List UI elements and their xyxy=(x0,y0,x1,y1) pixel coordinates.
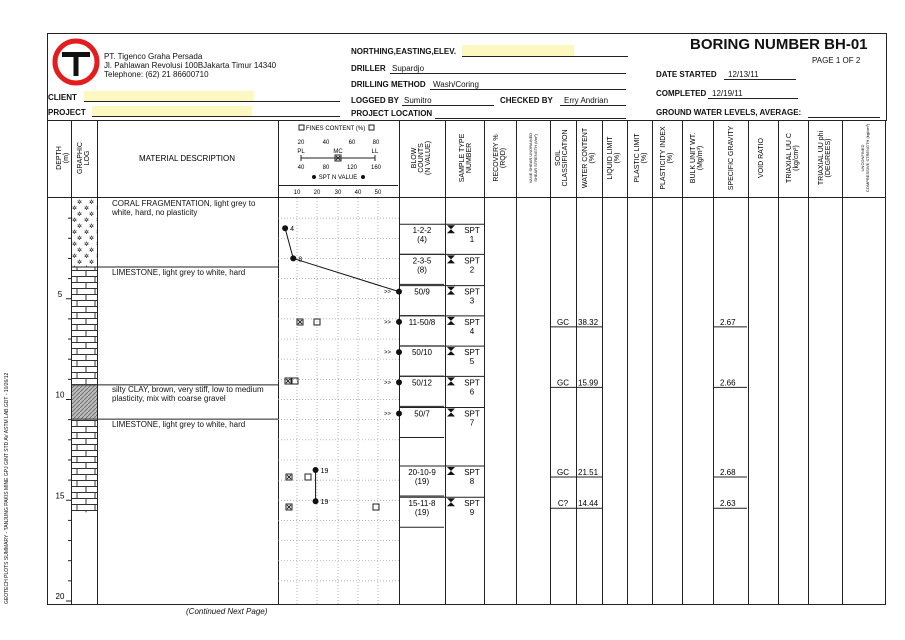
blow-count: 2-3-5 xyxy=(412,256,432,266)
water-content-header: WATER CONTENT(%) xyxy=(582,127,596,189)
n-value: (19) xyxy=(414,508,430,518)
soil-class: GC xyxy=(557,378,569,388)
stratum-description: LIMESTONE, light grey to white, hard xyxy=(112,267,246,277)
sample-type-header: SAMPLE TYPENUMBER xyxy=(459,133,473,183)
column-headers xyxy=(56,123,870,192)
strata-layers xyxy=(71,198,278,512)
spt-tick-10: 10 xyxy=(293,190,301,196)
pl-tick-40: 40 xyxy=(297,165,305,171)
spt-tick-30: 30 xyxy=(334,190,342,196)
sample-type: SPT xyxy=(464,499,480,509)
spt-sampler-icon xyxy=(447,409,455,417)
sample-type: SPT xyxy=(464,287,480,297)
triaxial-uu-c-header: TRIAXIAL UU C(kg/cm²) xyxy=(786,133,800,183)
sample-9 xyxy=(400,497,747,527)
depth-header: DEPTH(m) xyxy=(56,146,70,170)
soil-class: GC xyxy=(557,467,569,477)
mc-marker-9 xyxy=(286,504,292,510)
fines-tick-80: 80 xyxy=(372,140,380,146)
company-address: Jl. Pahlawan Revolusi 100BJakarta Timur 14340 xyxy=(104,61,277,70)
spt-sampler-icon xyxy=(447,225,455,233)
column-lines xyxy=(72,121,843,604)
blow-counts-header: BLOWCOUNTS(N VALUE) xyxy=(411,140,432,176)
fines-tick-60: 60 xyxy=(348,140,356,146)
company-name: PT. Tigenco Graha Persada xyxy=(104,52,203,61)
sample-records xyxy=(400,224,747,527)
sample-5 xyxy=(400,346,484,376)
mc-label: MC xyxy=(333,149,343,155)
logged-by-value: Sumitro xyxy=(404,96,432,105)
completed-label: COMPLETED xyxy=(656,89,707,98)
drilling-method-label: DRILLING METHOD xyxy=(351,80,426,89)
void-ratio-header: VOID RATIO xyxy=(758,138,765,178)
specific-gravity: 2.67 xyxy=(720,317,736,327)
spt-sampler-icon xyxy=(447,287,455,295)
spt-point-label: 8 xyxy=(298,256,303,264)
blow-count: 20-10-9 xyxy=(408,467,436,477)
plastic-limit-header: PLASTIC LIMIT(%) xyxy=(634,133,648,183)
fines-content-label: FINES CONTENT (%) xyxy=(306,126,366,132)
sample-2 xyxy=(400,254,484,284)
sample-number: 3 xyxy=(469,296,475,306)
sample-number: 1 xyxy=(469,235,475,245)
soil-class: GC xyxy=(557,317,569,327)
graphic-log-header: GRAPHICLOG xyxy=(77,142,91,174)
sample-type: SPT xyxy=(464,226,480,236)
fines-legend-square xyxy=(299,125,304,130)
sample-number: 8 xyxy=(469,476,475,486)
sample-number: 6 xyxy=(469,387,475,397)
sample-type: SPT xyxy=(464,317,480,327)
sample-type: SPT xyxy=(464,378,480,388)
spt-point-label: 4 xyxy=(290,226,295,234)
plasticity-index-header: PLASTICITY INDEX(%) xyxy=(660,126,674,190)
water-content: 21.51 xyxy=(578,467,599,477)
depth-label: 15 xyxy=(55,491,65,501)
blow-count: 50/12 xyxy=(411,378,433,388)
ll-label: LL xyxy=(371,149,379,155)
refusal-marker: >> xyxy=(384,319,392,326)
recovery-header: RECOVERY %(RQD) xyxy=(493,134,507,182)
sample-number: 7 xyxy=(469,418,475,428)
specific-gravity-header: SPECIFIC GRAVITY xyxy=(728,125,735,191)
refusal-marker: >> xyxy=(384,380,392,387)
spt-point-6 xyxy=(396,379,402,385)
blow-count: 1-2-2 xyxy=(412,226,432,236)
spt-point-4 xyxy=(396,319,402,325)
graphic-log-limestone xyxy=(72,419,97,513)
pl-tick-120: 120 xyxy=(346,165,358,171)
sample-number: 2 xyxy=(469,265,475,275)
graphic-log-clay xyxy=(72,384,97,418)
completed-value: 12/19/11 xyxy=(712,89,743,98)
fines-legend-square-right xyxy=(369,125,374,130)
spt-point-1 xyxy=(282,225,288,231)
spt-point-5 xyxy=(396,349,402,355)
stratum-description: LIMESTONE, light grey to white, hard xyxy=(112,419,246,429)
n-value: (8) xyxy=(417,265,427,275)
spt-sampler-icon xyxy=(447,467,455,475)
depth-label: 20 xyxy=(55,592,65,601)
spt-point-3 xyxy=(396,289,402,295)
pl-tick-80: 80 xyxy=(322,165,330,171)
sample-6 xyxy=(400,376,747,406)
mc-marker-6 xyxy=(285,378,291,384)
spt-sampler-icon xyxy=(447,255,455,263)
stratum-description: silty CLAY, brown, very stiff, low to medium plasticity, mix with coarse gravel xyxy=(112,385,264,404)
water-content: 14.44 xyxy=(578,499,599,509)
soil-classification-header: SOILCLASSIFICATION xyxy=(555,129,569,187)
project-location-label: PROJECT LOCATION xyxy=(351,109,433,118)
graphic-log-coral xyxy=(72,198,97,267)
project-label: PROJECT xyxy=(48,108,86,117)
sample-type: SPT xyxy=(464,256,480,266)
blow-count: 50/10 xyxy=(411,348,433,358)
sample-4 xyxy=(400,316,747,346)
spt-tick-50: 50 xyxy=(374,190,382,196)
depth-scale xyxy=(56,218,71,601)
spt-sampler-icon xyxy=(447,347,455,355)
spt-sampler-icon xyxy=(447,498,455,506)
sample-type: SPT xyxy=(464,348,480,358)
unconfined-header: UNCONFINEDCOMPRESSIVE STRENGTH (kg/cm²) xyxy=(860,123,870,193)
spt-point-label: 19 xyxy=(320,467,329,475)
mc-marker-8 xyxy=(286,474,292,480)
logged-by-label: LOGGED BY xyxy=(351,96,400,105)
spt-point-label: 19 xyxy=(320,499,329,507)
spt-n-value-label: SPT N VALUE xyxy=(318,175,358,181)
blow-count: 50/9 xyxy=(414,287,430,297)
sample-number: 4 xyxy=(469,326,475,336)
refusal-marker: >> xyxy=(384,411,392,418)
spt-point-9 xyxy=(313,498,319,504)
spt-plot xyxy=(282,225,402,506)
client-label: CLIENT xyxy=(48,93,77,102)
grid-border xyxy=(48,121,886,605)
sample-type: SPT xyxy=(464,467,480,477)
driller-value: Supardjo xyxy=(392,64,425,73)
pl-label: PL xyxy=(297,149,305,155)
company-phone: Telephone: (62) 21 86600710 xyxy=(104,70,209,79)
spt-tick-20: 20 xyxy=(313,190,321,196)
checked-by-label: CHECKED BY xyxy=(500,96,553,105)
blow-count: 50/7 xyxy=(414,409,430,419)
driller-label: DRILLER xyxy=(351,64,386,73)
liquid-limit-header: LIQUID LIMIT(%) xyxy=(607,136,621,180)
refusal-marker: >> xyxy=(384,289,392,296)
sample-1 xyxy=(400,224,484,254)
sample-3 xyxy=(400,286,484,316)
water-content: 15.99 xyxy=(578,378,599,388)
northing-label: NORTHING,EASTING,ELEV. xyxy=(351,47,457,56)
depth-label: 5 xyxy=(57,289,63,299)
specific-gravity: 2.66 xyxy=(720,378,736,388)
refusal-marker: >> xyxy=(384,350,392,357)
water-content: 38.32 xyxy=(578,317,599,327)
sample-type: SPT xyxy=(464,409,480,419)
blow-count: 11-50/8 xyxy=(408,317,436,327)
spt-point-7 xyxy=(396,411,402,417)
mc-marker-4 xyxy=(297,319,303,325)
sample-7 xyxy=(400,408,484,438)
spt-point-2 xyxy=(290,255,296,261)
fines-marker-8 xyxy=(305,474,311,480)
n-value: (4) xyxy=(417,235,427,245)
spt-connector xyxy=(293,258,399,291)
continued-note: (Continued Next Page) xyxy=(186,607,268,616)
page-indicator: PAGE 1 OF 2 xyxy=(812,56,861,65)
spt-sampler-icon xyxy=(447,317,455,325)
material-description-header: MATERIAL DESCRIPTION xyxy=(138,154,236,163)
side-footer-text: GEOTECH PLOTS SUMMARY - TANJUNG PAKIS MINE GPJ GINT STD AV ASTM LAB.GDT - 10/26/12 xyxy=(4,372,10,604)
soil-class: C? xyxy=(557,499,569,509)
fines-tick-20: 20 xyxy=(297,140,305,146)
graphic-log-limestone xyxy=(72,267,97,385)
spt-graph-header xyxy=(278,125,398,196)
specific-gravity: 2.63 xyxy=(720,499,736,509)
date-started-value: 12/13/11 xyxy=(728,70,759,79)
boring-number-title: BORING NUMBER BH-01 xyxy=(690,36,868,53)
triaxial-uu-phi-header: TRIAXIAL UU phi(DEGREES) xyxy=(818,130,832,186)
spt-point-8 xyxy=(313,467,319,473)
sample-number: 9 xyxy=(469,508,475,518)
spt-tick-40: 40 xyxy=(354,190,362,196)
fines-tick-40: 40 xyxy=(322,140,330,146)
checked-by-value: Erry Andrian xyxy=(564,96,609,105)
date-started-label: DATE STARTED xyxy=(656,70,717,79)
spt-sampler-icon xyxy=(447,377,455,385)
blow-count: 15-11-8 xyxy=(408,499,436,509)
stratum-description: CORAL FRAGMENTATION, light grey to white, hard, no plasticity xyxy=(112,199,256,217)
sample-8 xyxy=(400,466,747,496)
fines-mc-markers xyxy=(285,319,379,510)
specific-gravity: 2.68 xyxy=(720,467,736,477)
vane-shear-header: VANE SHEAR UNDRAINEDSHEAR STRENGTH (t/m²) xyxy=(528,132,538,184)
depth-label: 10 xyxy=(55,390,65,400)
groundwater-label: GROUND WATER LEVELS, AVERAGE: xyxy=(656,108,802,117)
n-value: (19) xyxy=(414,476,430,486)
sample-number: 5 xyxy=(469,357,475,367)
pl-tick-160: 160 xyxy=(370,165,382,171)
bulk-unit-weight-header: BULK UNIT WT.(Mg/m³) xyxy=(690,132,704,184)
drilling-method-value: Wash/Coring xyxy=(433,80,479,89)
